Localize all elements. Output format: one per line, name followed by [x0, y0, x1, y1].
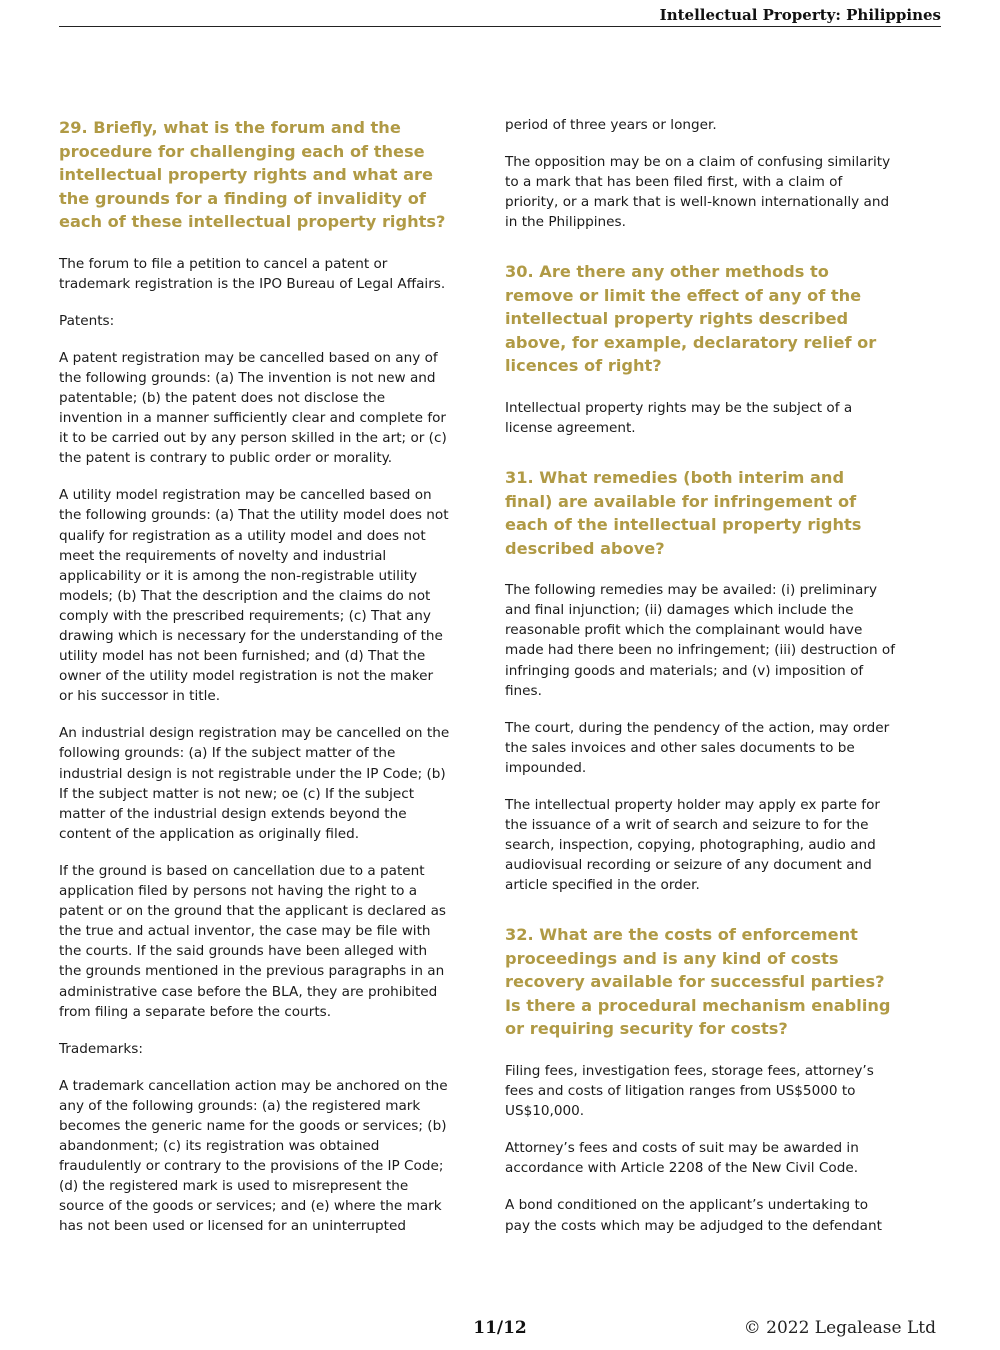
running-header-title: Intellectual Property: Philippines [659, 6, 941, 24]
right-column [505, 115, 897, 1253]
paragraph: A patent registration may be cancelled based on any of the following grounds: (a) The invention is not new and patentable; (b) the patent does not disclose the invention in a manner sufficiently clear and complete for it to be carried out by any person skilled in the art; or (c) the patent is contrary to public order or morality. [59, 349, 447, 467]
question-29-heading: 29. Briefly, what is the forum and the procedure for challenging each of these intellectual property rights and what are the grounds for a finding of invalidity of each of these intellectual property rights? [59, 118, 446, 231]
question-30-heading: 30. Are there any other methods to remove or limit the effect of any of the intellectual property rights described above, for example, declaratory relief or licences of right? [505, 262, 877, 376]
paragraph: Filing fees, investigation fees, storage fees, attorney’s fees and costs of litigation ranges from US$5000 to US$10,000. [505, 1062, 874, 1120]
paragraph: The intellectual property holder may apply ex parte for the issuance of a writ of search and seizure to for the search, inspection, copying, photographing, audio and audiovisual recording or seizure of any document and article specified in the order. [505, 797, 880, 894]
paragraph: A bond conditioned on the applicant’s undertaking to pay the costs which may be adjudged to the defendant [505, 1197, 882, 1234]
copyright-notice: © 2022 Legalease Ltd [743, 1318, 936, 1338]
paragraph: A trademark cancellation action may be anchored on the any of the following grounds: (a) the registered mark becomes the generic name for the goods or services; (b) abandonment; (c) its registration was obtained fraudulently or contrary to the provisions of the IP Code; (d) the registered mark is used to misrepresent the source of the goods or services; and (e) where the mark has not been used or licensed for an uninterrupted [59, 1077, 448, 1235]
paragraph: The following remedies may be availed: (i) preliminary and final injunction; (ii) damages which include the reasonable profit which the complainant would have made had there been no infringement; (iii) destruction of infringing goods and materials; and (v) imposition of fines. [505, 582, 896, 699]
question-32-heading: 32. What are the costs of enforcement proceedings and is any kind of costs recovery available for successful parties? Is there a procedural mechanism enabling or requiring security for costs? [505, 925, 891, 1039]
paragraph: A utility model registration may be cancelled based on the following grounds: (a) That the utility model does not qualify for registration as a utility model and does not meet the requirements of novelty and industrial applicability or it is among the non-registrable utility models; (b) That the description and the claims do not comply with the prescribed requirements; (c) That any drawing which is necessary for the understanding of the utility model has not been furnished; and (d) That the owner of the utility model registration is not the maker or his successor in title. [59, 487, 449, 705]
section-label-patents: Patents: [59, 312, 115, 329]
paragraph: The opposition may be on a claim of confusing similarity to a mark that has been filed first, with a claim of priority, or a mark that is well-known internationally and in the Philippines. [505, 154, 891, 231]
paragraph: The forum to file a petition to cancel a patent or trademark registration is the IPO Bureau of Legal Affairs. [59, 255, 446, 292]
header-divider [59, 26, 941, 27]
paragraph: period of three years or longer. [505, 117, 717, 133]
left-column [59, 116, 451, 1254]
paragraph: If the ground is based on cancellation due to a patent application filed by persons not having the right to a patent or on the ground that the applicant is declared as the true and actual inventor, the case may be file with the courts. If the said grounds have been alleged with the grounds mentioned in the previous paragraphs in an administrative case before the BLA, they are prohibited from filing a separate before the courts. [59, 862, 446, 1020]
paragraph: An industrial design registration may be cancelled on the following grounds: (a) If the subject matter of the industrial design is not registrable under the IP Code; (b) If the subject matter is not new; oe (c) If the subject matter of the industrial design extends beyond the content of the application as originally filed. [59, 725, 450, 842]
paragraph: The court, during the pendency of the action, may order the sales invoices and other sales documents to be impounded. [505, 719, 890, 776]
question-31-heading: 31. What remedies (both interim and final) are available for infringement of each of the intellectual property rights described above? [505, 468, 862, 558]
paragraph: Attorney’s fees and costs of suit may be awarded in accordance with Article 2208 of the New Civil Code. [505, 1140, 859, 1177]
page-number: 11/12 [473, 1318, 527, 1338]
paragraph: Intellectual property rights may be the subject of a license agreement. [505, 399, 853, 437]
section-label-trademarks: Trademarks: [59, 1040, 143, 1057]
